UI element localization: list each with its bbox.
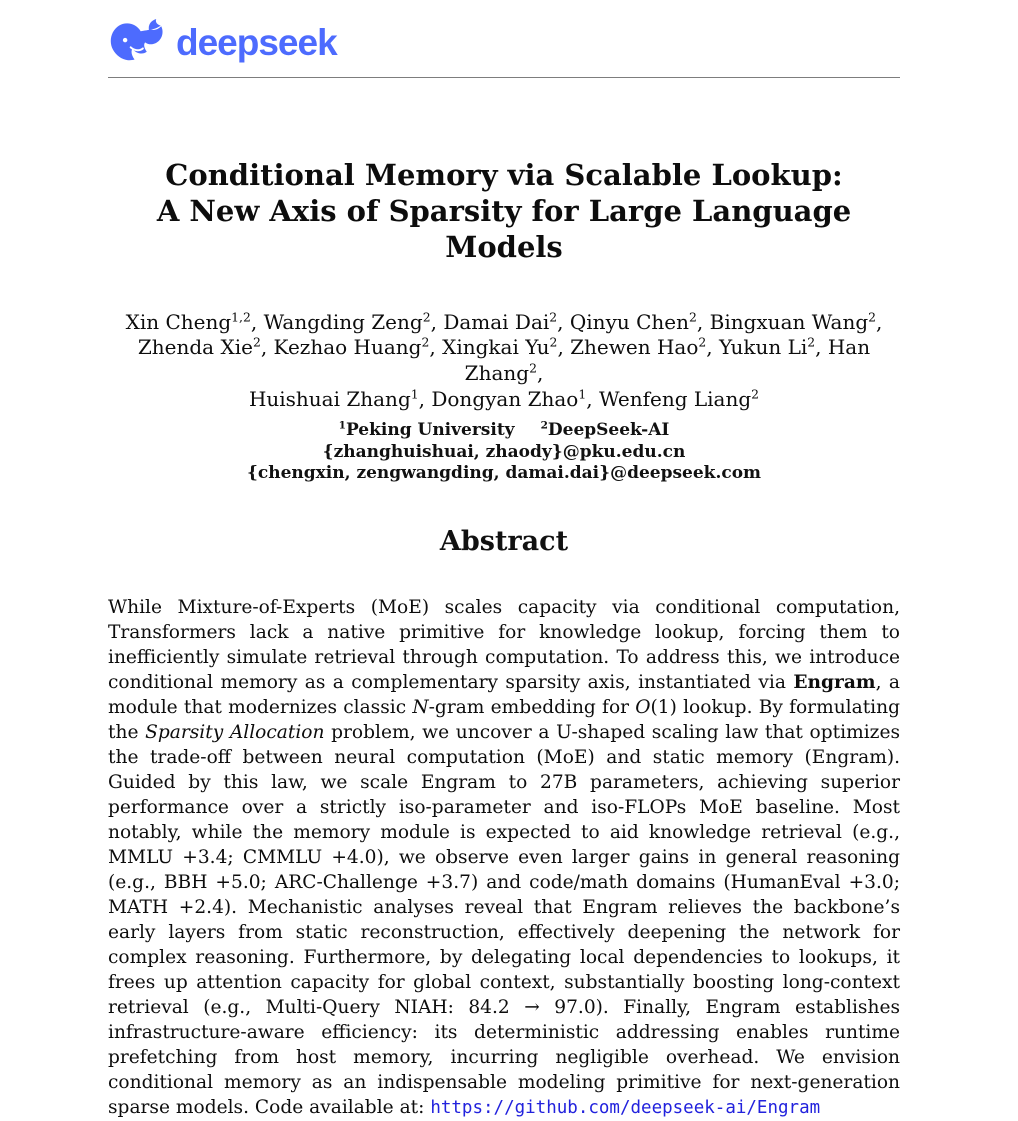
author-affiliation-sup: 1: [578, 385, 587, 401]
author-name: Yukun Li: [718, 335, 808, 360]
author-name: Zhenda Xie: [137, 335, 253, 360]
author-affiliation-sup: 2: [549, 309, 558, 325]
abstract-text-segment: Engram: [793, 672, 876, 694]
email-line-deepseek: {chengxin, zengwangding, damai.dai}@deepseek.com: [246, 463, 762, 484]
abstract-text-segment: problem, we uncover a U-shaped scaling law that optimizes the trade-off between neural computation (MoE) and static memory (Engram). Guided by this law, we scale Engram to 27B parameters, achieving superior performance over a strictly iso-parameter and iso-FLOPs MoE baseline. Most notably, while the memory module is expected to aid knowledge retrieval (e.g., MMLU +3.4; CMMLU +4.0), we observe even larger gains in general reasoning (e.g., BBH +5.0; ARC-Challenge +3.7) and code/math domains (HumanEval +3.0; MATH +2.4). Mechanistic analyses reveal that Engram relieves the backbone’s early layers from static reconstruction, effectively deepening the network for complex reasoning. Furthermore, by delegating local dependencies to lookups, it frees up attention capacity for global context, substantially boosting long-context retrieval (e.g., Multi-Query NIAH: 84.2 → 97.0). Finally, Engram establishes infrastructure-aware efficiency: its deterministic addressing enables runtime prefetching from host memory, incurring negligible overhead. We envision conditional memory as an indispensable modeling primitive for next-generation sparse models. Code available at:: [108, 722, 900, 1119]
affiliation-name: Peking University: [345, 420, 515, 441]
paper-title: [108, 158, 900, 266]
author-affiliation-sup: 2: [421, 334, 430, 350]
abstract-text-segment: O: [635, 697, 651, 719]
email-line-pku: {zhanghuishuai, zhaody}@pku.edu.cn: [322, 441, 686, 462]
author-name: Xingkai Yu: [442, 335, 550, 360]
abstract-heading: Abstract: [439, 526, 569, 558]
author-line: Xin Cheng$^{1,2}$, Wangding Zeng$^2$, Damai Dai$^2$, Qinyu Chen$^2$, Bingxuan Wang$^2$,: [125, 309, 883, 334]
affiliation-line: [108, 420, 900, 441]
affiliation-sup: 2: [540, 419, 548, 432]
author-list: [108, 310, 900, 412]
author-name: Wangding Zeng: [263, 309, 423, 334]
author-affiliation-sup: 2: [549, 334, 558, 350]
author-affiliation-sup: 2: [252, 334, 261, 350]
author-name: Han Zhang: [464, 335, 871, 386]
author-name: Kezhao Huang: [273, 335, 422, 360]
author-name: Bingxuan Wang: [709, 309, 869, 334]
paper-title-line1: Conditional Memory via Scalable Lookup:: [165, 158, 843, 192]
author-name: Wenfeng Liang: [598, 386, 752, 411]
abstract-text-segment: N: [412, 697, 429, 719]
author-name: Xin Cheng: [125, 309, 232, 334]
author-name: Qinyu Chen: [569, 309, 690, 334]
author-affiliation-sup: 2: [529, 360, 537, 376]
author-affiliation-sup: 2: [751, 385, 760, 401]
github-repo-link[interactable]: https://github.com/deepseek-ai/Engram: [430, 1098, 821, 1119]
abstract-text-segment: While Mixture-of-Experts (MoE) scales capacity via conditional computation, Transformers lack a native primitive for knowledge lookup, forcing them to inefficiently simulate retrieval through computation. To address this, we introduce conditional memory as a complementary sparsity axis, instantiated via: [108, 597, 900, 694]
author-name: Huishuai Zhang: [248, 386, 411, 411]
author-affiliation-sup: 2: [868, 309, 877, 325]
paper-title-line2: A New Axis of Sparsity for Large Language Models: [156, 193, 852, 264]
abstract-body: [108, 595, 900, 1121]
author-line: Huishuai Zhang$^1$, Dongyan Zhao$^1$, Wenfeng Liang$^2$: [248, 385, 760, 411]
abstract-text-segment: Sparsity Allocation: [145, 722, 325, 744]
author-affiliation-sup: 2: [689, 309, 697, 325]
author-name: Zhewen Hao: [570, 335, 699, 360]
deepseek-wordmark: deepseek: [176, 21, 337, 63]
author-affiliation-sup: 2: [807, 334, 816, 350]
abstract-text-segment: -gram embedding for: [428, 697, 636, 719]
author-affiliation-sup: 2: [422, 309, 431, 325]
header-divider: [108, 77, 900, 78]
author-name: Damai Dai: [443, 309, 550, 334]
affiliation-name: DeepSeek-AI: [547, 420, 670, 441]
author-name: Dongyan Zhao: [431, 386, 579, 411]
deepseek-logo: [108, 18, 900, 70]
author-line: Zhenda Xie$^2$, Kezhao Huang$^2$, Xingkai Yu$^2$, Zhewen Hao$^2$, Yukun Li$^2$, Han Zhang$^2$,: [137, 334, 871, 386]
author-affiliation-sup: 1,2: [231, 309, 251, 325]
author-affiliation-sup: 1: [410, 385, 419, 401]
deepseek-whale-icon: [108, 19, 170, 69]
affiliation-sup: 1: [338, 419, 346, 432]
author-affiliation-sup: 2: [698, 334, 707, 350]
abstract-text-segment: (1) lookup. By formulating the: [108, 697, 900, 744]
abstract-text-segment: , a module that modernizes classic: [108, 672, 900, 719]
